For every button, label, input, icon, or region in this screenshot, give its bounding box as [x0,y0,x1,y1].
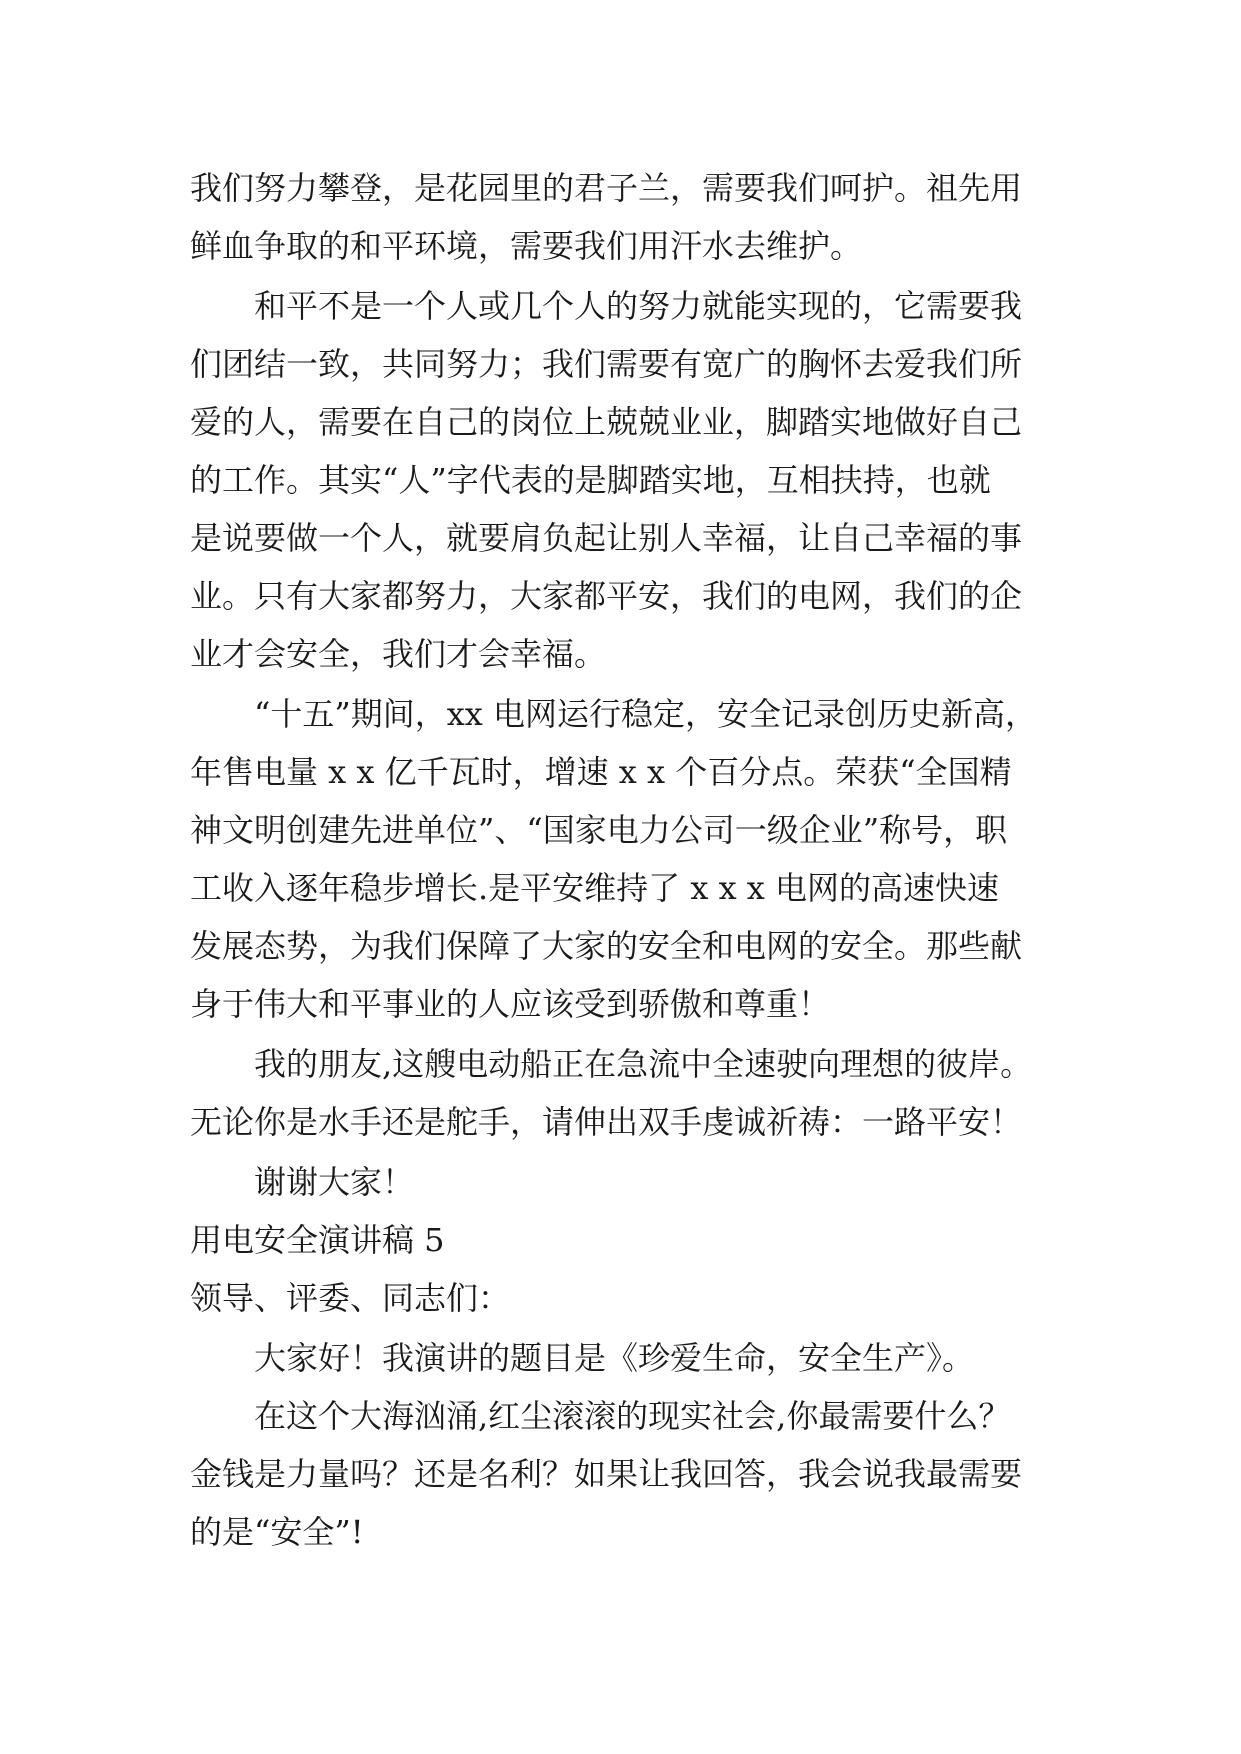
closing-line: 谢谢大家！ [254,1163,415,1201]
paragraph-first-line: 我的朋友,这艘电动船正在急流中全速驶向理想的彼岸。 [254,1045,1033,1083]
paragraph-first-line: 和平不是一个人或几个人的努力就能实现的，它需要我 [254,287,1023,325]
body-text-line: 爱的人，需要在自己的岗位上兢兢业业，脚踏实地做好自己 [190,403,1023,441]
body-text-line: 的工作。其实“人”字代表的是脚踏实地，互相扶持，也就 [190,461,991,499]
body-text-line: 工收入逐年稳步增长.是平安维持了 x x x 电网的高速快速 [190,869,1000,907]
body-text-line: 发展态势，为我们保障了大家的安全和电网的安全。那些献 [190,927,1023,965]
body-text-line: 的是“安全”! [190,1513,364,1551]
body-text-line: 是说要做一个人，就要肩负起让别人幸福，让自己幸福的事 [190,519,1023,557]
section-title: 用电安全演讲稿 5 [190,1221,445,1259]
body-text-line: 无论你是水手还是舵手，请伸出双手虔诚祈祷：一路平安！ [190,1103,1023,1141]
paragraph-first-line: 在这个大海汹涌,红尘滚滚的现实社会,你最需要什么？ [254,1397,1011,1435]
body-text-line: 身于伟大和平事业的人应该受到骄傲和尊重！ [190,985,831,1023]
body-text-line: 鲜血争取的和平环境，需要我们用汗水去维护。 [190,227,863,265]
body-text-line: 业才会安全，我们才会幸福。 [190,635,607,673]
body-text-line: 业。只有大家都努力，大家都平安，我们的电网，我们的企 [190,577,1023,615]
body-text-line: 我们努力攀登，是花园里的君子兰，需要我们呵护。祖先用 [190,169,1023,207]
paragraph-first-line: 大家好！我演讲的题目是《珍爱生命，安全生产》。 [254,1339,975,1377]
body-text-line: 年售电量 x x 亿千瓦时，增速 x x 个百分点。荣获“全国精 [190,753,1012,791]
body-text-line: 们团结一致，共同努力；我们需要有宽广的胸怀去爱我们所 [190,345,1023,383]
body-text-line: 神文明创建先进单位”、“国家电力公司一级企业”称号，职 [190,811,1008,849]
paragraph-first-line: “十五”期间，xx 电网运行稳定，安全记录创历史新高， [254,695,1037,733]
salutation: 领导、评委、同志们： [190,1279,511,1317]
body-text-line: 金钱是力量吗？还是名利？如果让我回答，我会说我最需要 [190,1455,1023,1493]
